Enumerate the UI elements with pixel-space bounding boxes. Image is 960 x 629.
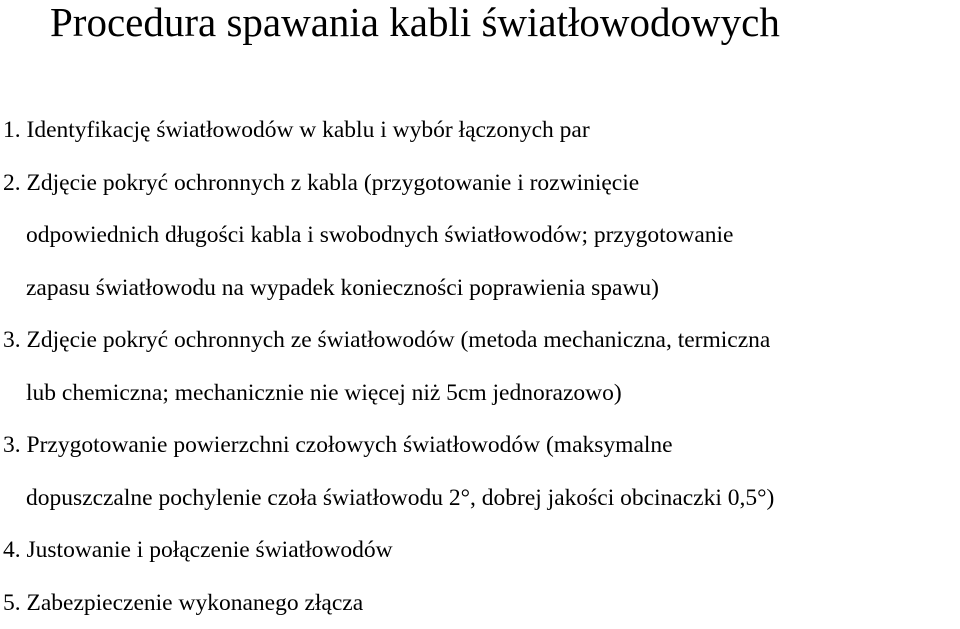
item-text: Przygotowanie powierzchni czołowych światłowodów (maksymalne xyxy=(27,432,673,458)
list-item-2-continuation: odpowiednich długości kabla i swobodnych światłowodów; przygotowanie xyxy=(0,209,960,262)
item-number: 1. xyxy=(3,117,21,143)
item-number: 3. xyxy=(3,432,21,458)
list-item-3b-continuation: dopuszczalne pochylenie czoła światłowodu 2°, dobrej jakości obcinaczki 0,5°) xyxy=(0,472,960,525)
list-item-2-continuation: zapasu światłowodu na wypadek konieczności poprawienia spawu) xyxy=(0,262,960,315)
item-number: 5. xyxy=(3,590,21,616)
list-item-3b xyxy=(0,419,960,472)
item-number: 4. xyxy=(3,537,21,563)
list-item-2 xyxy=(0,157,960,210)
list-item-3-continuation: lub chemiczna; mechanicznie nie więcej niż 5cm jednorazowo) xyxy=(0,367,960,420)
item-number: 2. xyxy=(3,170,21,196)
item-number: 3. xyxy=(3,327,21,353)
page-title: Procedura spawania kabli światłowodowych xyxy=(50,0,780,44)
list-item-4 xyxy=(0,524,960,577)
item-text: Identyfikację światłowodów w kablu i wybór łączonych par xyxy=(27,117,590,143)
list-item-5 xyxy=(0,577,960,629)
item-text: Zdjęcie pokryć ochronnych z kabla (przygotowanie i rozwinięcie xyxy=(27,170,640,196)
item-text: Justowanie i połączenie światłowodów xyxy=(27,537,393,563)
list-item-1 xyxy=(0,104,960,157)
item-text: Zabezpieczenie wykonanego złącza xyxy=(27,590,364,616)
procedure-list xyxy=(0,104,960,629)
list-item-3 xyxy=(0,314,960,367)
item-text: Zdjęcie pokryć ochronnych ze światłowodów (metoda mechaniczna, termiczna xyxy=(27,327,771,353)
